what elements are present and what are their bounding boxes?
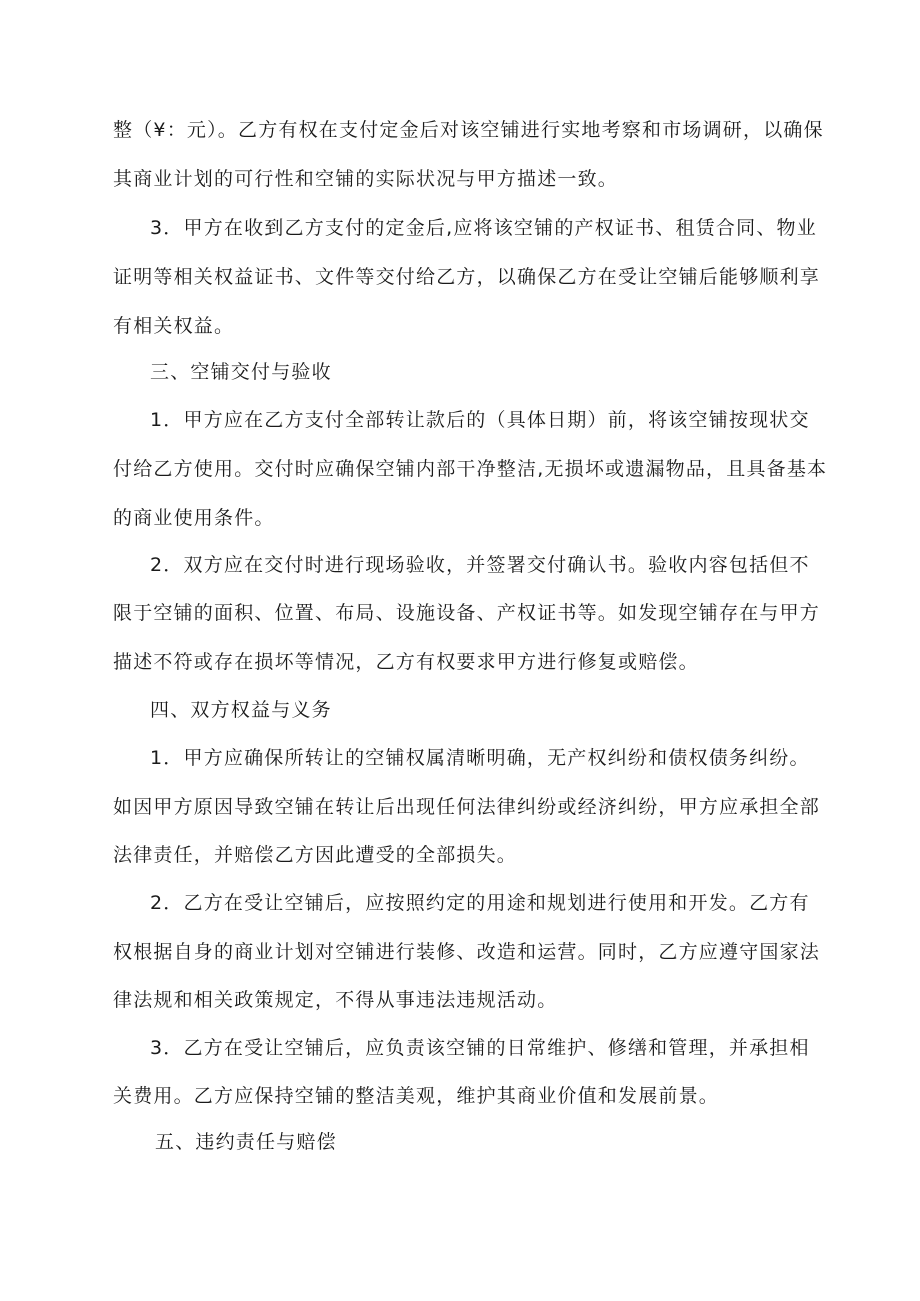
text-line: 如因甲方原因导致空铺在转让后出现任何法律纠纷或经济纠纷，甲方应承担全部 bbox=[113, 796, 821, 818]
text-line: 法律责任，并赔偿乙方因此遭受的全部损失。 bbox=[113, 844, 518, 866]
paragraph-start: 3．甲方在收到乙方支付的定金后,应将该空铺的产权证书、租赁合同、物业 bbox=[150, 217, 817, 239]
paragraph-start: 2．双方应在交付时进行现场验收，并签署交付确认书。验收内容包括但不 bbox=[150, 554, 810, 576]
text-line: 关费用。乙方应保持空铺的整洁美观，维护其商业价值和发展前景。 bbox=[113, 1085, 720, 1107]
section-heading-4: 四、双方权益与义务 bbox=[150, 699, 332, 721]
text-line: 付给乙方使用。交付时应确保空铺内部干净整洁,无损坏或遗漏物品，且具备基本 bbox=[113, 458, 828, 480]
text-line: 证明等相关权益证书、文件等交付给乙方，以确保乙方在受让空铺后能够顺利享 bbox=[113, 266, 821, 288]
paragraph-start: 3．乙方在受让空铺后，应负责该空铺的日常维护、修缮和管理，并承担相 bbox=[150, 1037, 810, 1059]
text-line: 整（¥：元）。乙方有权在支付定金后对该空铺进行实地考察和市场调研，以确保 bbox=[113, 119, 824, 141]
paragraph-start: 2．乙方在受让空铺后，应按照约定的用途和规划进行使用和开发。乙方有 bbox=[150, 892, 810, 914]
section-heading-5: 五、违约责任与赔偿 bbox=[155, 1131, 337, 1153]
text-line: 其商业计划的可行性和空铺的实际状况与甲方描述一致。 bbox=[113, 168, 619, 190]
text-line: 权根据自身的商业计划对空铺进行装修、改造和运营。同时，乙方应遵守国家法 bbox=[113, 941, 821, 963]
text-line: 限于空铺的面积、位置、布局、设施设备、产权证书等。如发现空铺存在与甲方 bbox=[113, 602, 821, 624]
paragraph-start: 1．甲方应确保所转让的空铺权属清晰明确，无产权纠纷和债权债务纠纷。 bbox=[150, 747, 810, 769]
text-line: 描述不符或存在损坏等情况，乙方有权要求甲方进行修复或赔偿。 bbox=[113, 651, 699, 673]
text-line: 律法规和相关政策规定，不得从事违法违规活动。 bbox=[113, 989, 558, 1011]
text-line: 有相关权益。 bbox=[113, 315, 235, 337]
paragraph-start: 1．甲方应在乙方支付全部转让款后的（具体日期）前，将该空铺按现状交 bbox=[150, 409, 810, 431]
section-heading-3: 三、空铺交付与验收 bbox=[150, 361, 332, 383]
text-line: 的商业使用条件。 bbox=[113, 507, 275, 529]
